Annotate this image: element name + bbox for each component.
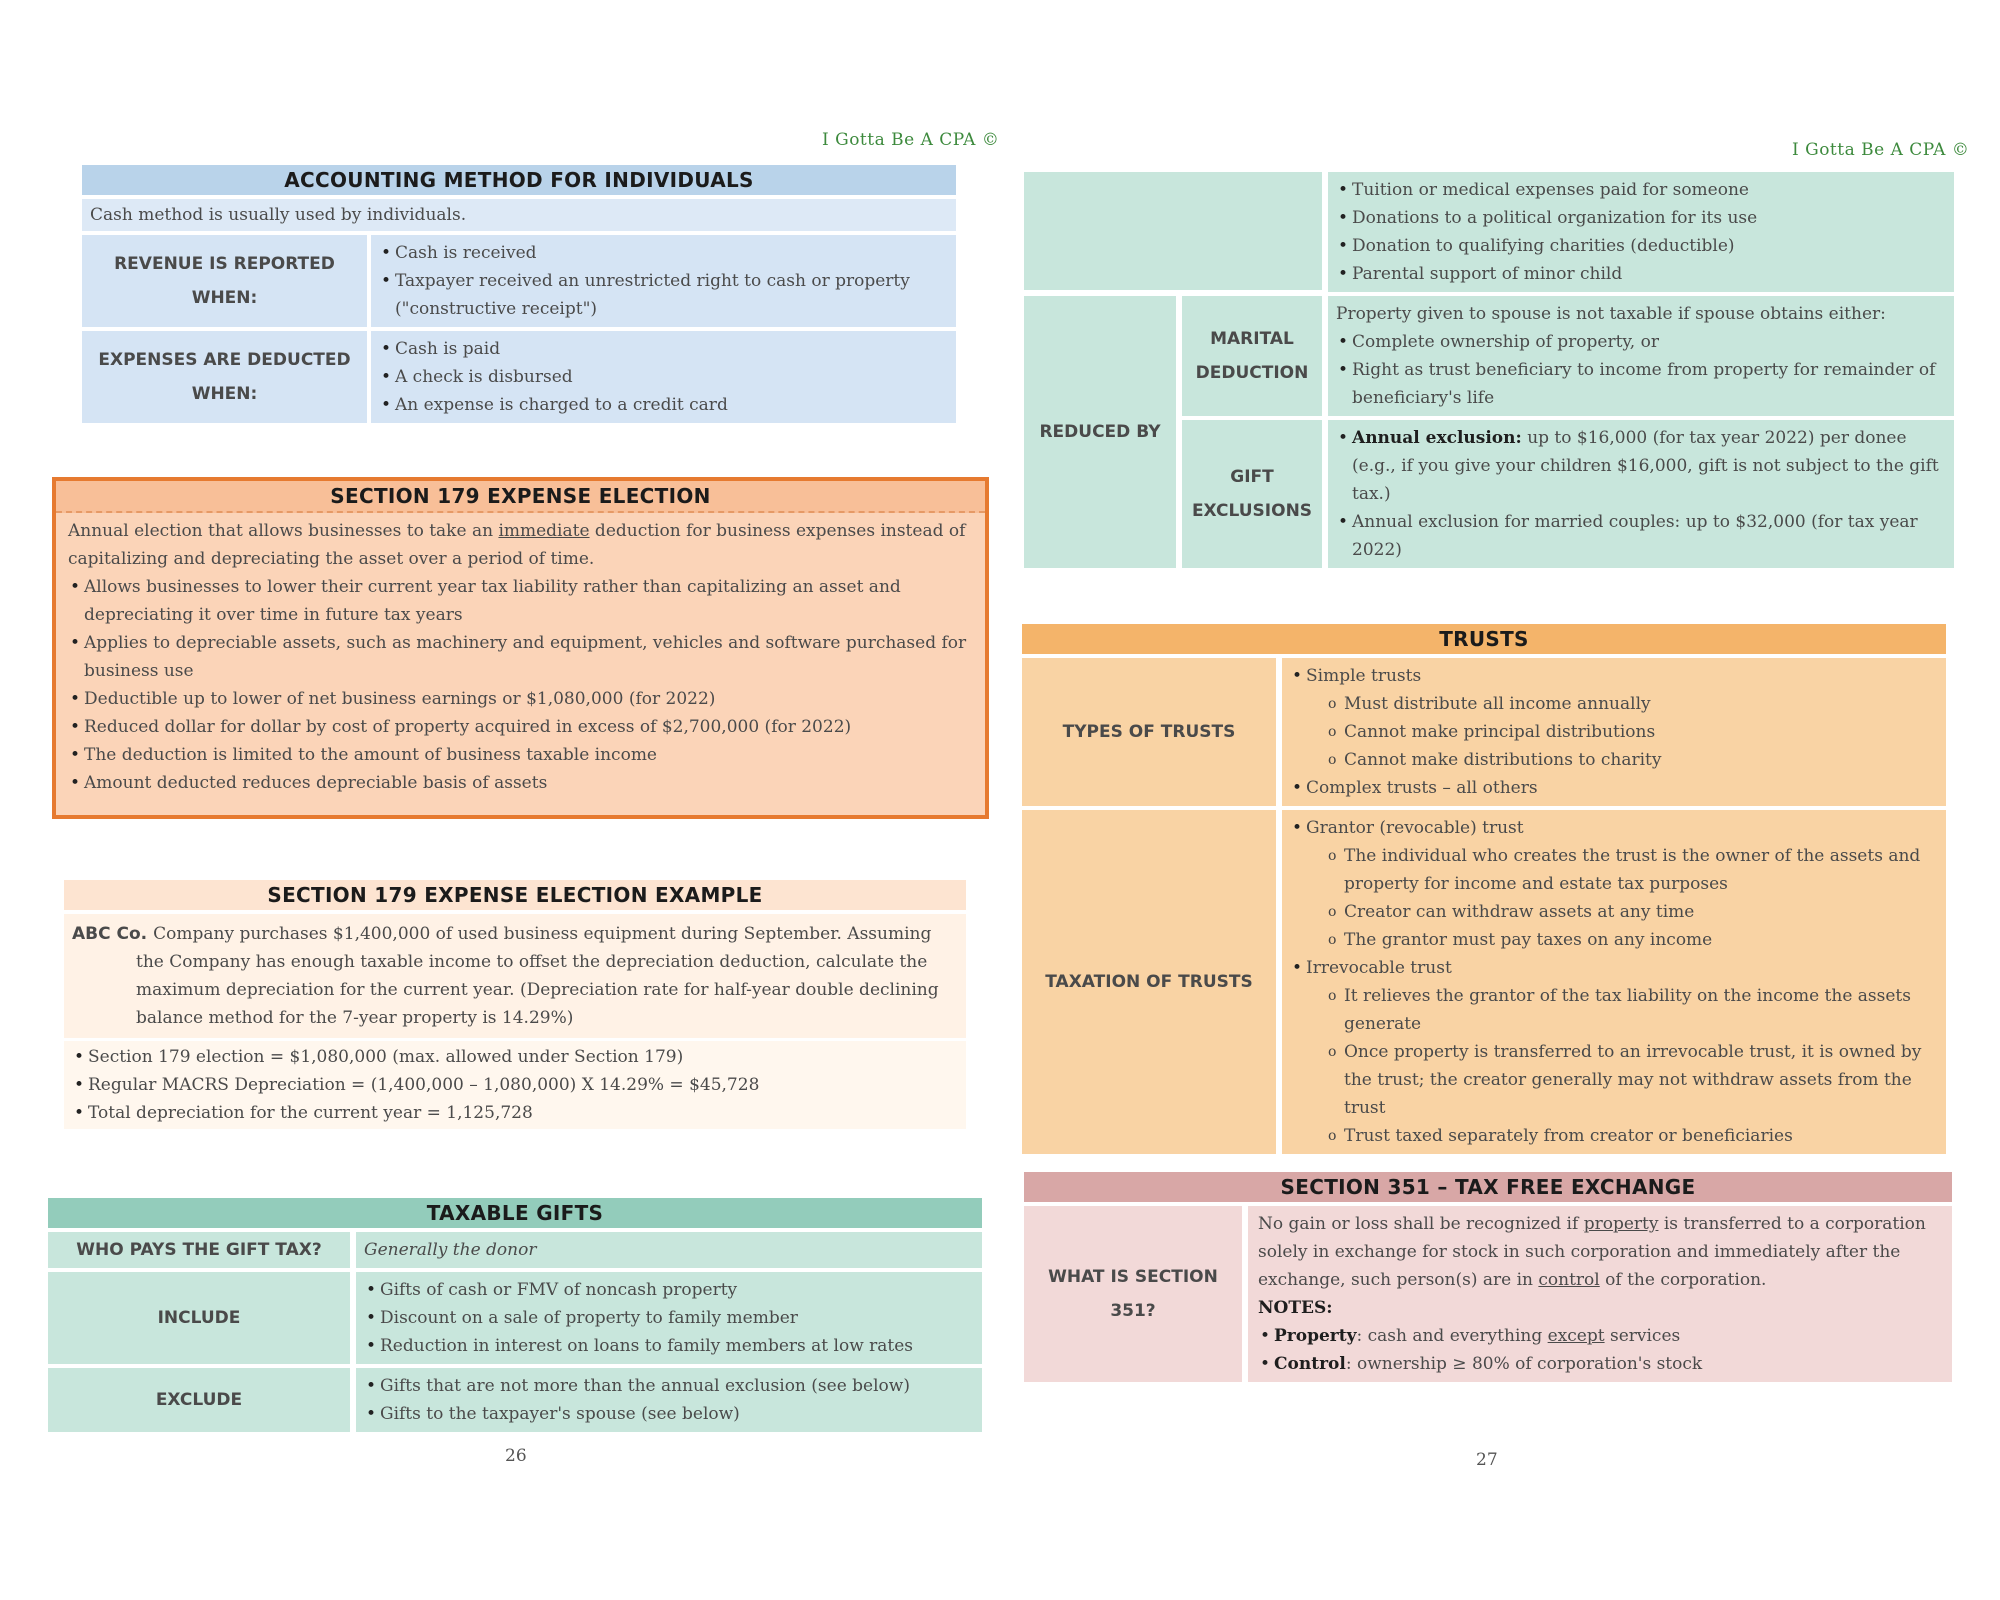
taxable-gifts-title: TAXABLE GIFTS: [48, 1198, 982, 1228]
example-answers: [64, 1041, 966, 1129]
list-item: [1290, 814, 1938, 954]
sub-item: o Cannot make distributions to charity: [1328, 746, 1938, 774]
property-key: Property: [1274, 1326, 1357, 1346]
sub-item: o Creator can withdraw assets at any time: [1328, 898, 1938, 926]
sub-item: o The grantor must pay taxes on any income: [1328, 926, 1938, 954]
section-179-intro: [68, 517, 973, 573]
page-number-left: 26: [505, 1446, 527, 1466]
gift-top-cell: [1328, 172, 1954, 292]
def-text: No gain or loss shall be recognized if: [1258, 1214, 1584, 1234]
sub-item: o Cannot make principal distributions: [1328, 718, 1938, 746]
list-item: • Cash is received: [379, 239, 948, 267]
section-351-cell: [1248, 1206, 1952, 1382]
section-351-label: WHAT IS SECTION 351?: [1024, 1206, 1242, 1382]
marital-intro: Property given to spouse is not taxable if spouse obtains either:: [1336, 304, 1886, 324]
revenue-row: [82, 235, 956, 327]
who-pays-value: Generally the donor: [356, 1232, 982, 1268]
notes-label: NOTES:: [1258, 1298, 1333, 1318]
example-title: SECTION 179 EXPENSE ELECTION EXAMPLE: [64, 880, 966, 910]
include-label: INCLUDE: [48, 1272, 350, 1364]
section-179-example-box: [64, 880, 966, 1129]
list-item: • Amount deducted reduces depreciable basis of assets: [68, 769, 973, 797]
example-tag: ABC Co.: [72, 924, 148, 944]
list-item: • Complex trusts – all others: [1290, 774, 1938, 802]
control-key: Control: [1274, 1354, 1346, 1374]
list-item: • Taxpayer received an unrestricted right to cash or property ("constructive receipt"): [379, 267, 948, 323]
taxation-cell: [1282, 810, 1946, 1154]
exclude-row: [48, 1368, 982, 1432]
sub-item: o The individual who creates the trust is the owner of the assets and property for income and estate tax purposes: [1328, 842, 1938, 898]
list-item: • Reduction in interest on loans to family members at low rates: [364, 1332, 974, 1360]
list-item: • Annual exclusion for married couples: up to $32,000 (for tax year 2022): [1336, 508, 1946, 564]
exclude-cell: [356, 1368, 982, 1432]
marital-row: [1182, 296, 1954, 416]
list-item: • Gifts of cash or FMV of noncash property: [364, 1276, 974, 1304]
section-179-body: [56, 513, 985, 801]
sub-item: o It relieves the grantor of the tax liability on the income the assets generate: [1328, 982, 1938, 1038]
list-item: • Reduced dollar for dollar by cost of property acquired in excess of $2,700,000 (for 2022): [68, 713, 973, 741]
reduced-by-subrows: [1182, 296, 1954, 568]
taxation-row: [1022, 810, 1946, 1154]
types-label: TYPES OF TRUSTS: [1022, 658, 1276, 806]
grantor-trust: Grantor (revocable) trust: [1306, 818, 1524, 838]
list-item: • The deduction is limited to the amount of business taxable income: [68, 741, 973, 769]
list-item: • Tuition or medical expenses paid for someone: [1336, 176, 1946, 204]
list-item: • An expense is charged to a credit card: [379, 391, 948, 419]
def-underline: property: [1583, 1214, 1659, 1234]
accounting-method-table: [82, 165, 956, 423]
section-179-title: SECTION 179 EXPENSE ELECTION: [56, 481, 985, 513]
property-text: : cash and everything: [1356, 1326, 1548, 1346]
include-cell: [356, 1272, 982, 1364]
expense-row: [82, 331, 956, 423]
section-351-table: [1024, 1172, 1952, 1382]
list-item: • Right as trust beneficiary to income from property for remainder of beneficiary's life: [1336, 356, 1946, 412]
accounting-title: ACCOUNTING METHOD FOR INDIVIDUALS: [82, 165, 956, 195]
list-item: • Gifts that are not more than the annual exclusion (see below): [364, 1372, 974, 1400]
marital-cell: [1328, 296, 1954, 416]
irrevocable-trust: Irrevocable trust: [1306, 958, 1452, 978]
section-351-row: [1024, 1206, 1952, 1382]
sub-item: o Once property is transferred to an irrevocable trust, it is owned by the trust; the creator generally may not withdraw assets from the trust: [1328, 1038, 1938, 1122]
list-item: • Total depreciation for the current year = 1,125,728: [72, 1099, 958, 1127]
reduced-by-label: REDUCED BY: [1024, 296, 1176, 568]
simple-trusts: Simple trusts: [1306, 666, 1422, 686]
gift-top-row: [1024, 172, 1954, 292]
list-item: • A check is disbursed: [379, 363, 948, 391]
list-item: • Gifts to the taxpayer's spouse (see below): [364, 1400, 974, 1428]
brand-right: I Gotta Be A CPA ©: [1792, 140, 1970, 160]
page-number-right: 27: [1476, 1450, 1498, 1470]
expense-cell: [371, 331, 956, 423]
list-item: • Applies to depreciable assets, such as machinery and equipment, vehicles and software purchased for business use: [68, 629, 973, 685]
list-item: [1258, 1350, 1942, 1378]
intro-text: Annual election that allows businesses to take an: [68, 521, 499, 541]
sub-item: o Must distribute all income annually: [1328, 690, 1938, 718]
section-179-box: [52, 477, 989, 819]
gift-top-label-empty: [1024, 172, 1322, 290]
annual-exclusion-text: up to $16,000 (for tax year 2022) per donee (e.g., if you give your children $16,000, gift is not subject to the gift tax.): [1352, 428, 1939, 504]
annual-exclusion-key: Annual exclusion:: [1352, 428, 1522, 448]
who-pays-label: WHO PAYS THE GIFT TAX?: [48, 1232, 350, 1268]
example-question: [64, 914, 966, 1038]
exclude-label: EXCLUDE: [48, 1368, 350, 1432]
list-item: [1290, 954, 1938, 1150]
intro-underline: immediate: [498, 521, 590, 541]
def-text: of the corporation.: [1599, 1270, 1767, 1290]
taxation-label: TAXATION OF TRUSTS: [1022, 810, 1276, 1154]
gift-continued-table: [1024, 172, 1954, 568]
revenue-label: REVENUE IS REPORTED WHEN:: [82, 235, 367, 327]
gift-exclusions-row: [1182, 420, 1954, 568]
accounting-intro: Cash method is usually used by individuals.: [82, 199, 956, 231]
list-item: • Section 179 election = $1,080,000 (max. allowed under Section 179): [72, 1043, 958, 1071]
types-row: [1022, 658, 1946, 806]
list-item: • Donation to qualifying charities (deductible): [1336, 232, 1946, 260]
intro-text: deduction for business expenses instead of capitalizing and depreciating the asset over a period of time.: [68, 521, 966, 569]
list-item: [1258, 1322, 1942, 1350]
types-cell: [1282, 658, 1946, 806]
gift-exclusions-cell: [1328, 420, 1954, 568]
property-text: services: [1604, 1326, 1681, 1346]
section-351-title: SECTION 351 – TAX FREE EXCHANGE: [1024, 1172, 1952, 1202]
list-item: • Complete ownership of property, or: [1336, 328, 1946, 356]
taxable-gifts-table: [48, 1198, 982, 1432]
reduced-by-row: [1024, 296, 1954, 568]
who-pays-row: [48, 1232, 982, 1268]
gift-exclusions-label: GIFT EXCLUSIONS: [1182, 420, 1322, 568]
brand-left: I Gotta Be A CPA ©: [822, 130, 1000, 150]
marital-label: MARITAL DEDUCTION: [1182, 296, 1322, 416]
list-item: • Donations to a political organization for its use: [1336, 204, 1946, 232]
list-item: [1290, 662, 1938, 774]
control-text: : ownership ≥ 80% of corporation's stock: [1345, 1354, 1703, 1374]
list-item: • Parental support of minor child: [1336, 260, 1946, 288]
list-item: • Regular MACRS Depreciation = (1,400,000 – 1,080,000) X 14.29% = $45,728: [72, 1071, 958, 1099]
list-item: [1336, 424, 1946, 508]
trusts-title: TRUSTS: [1022, 624, 1946, 654]
property-underline: except: [1547, 1326, 1605, 1346]
revenue-cell: [371, 235, 956, 327]
sub-item: o Trust taxed separately from creator or beneficiaries: [1328, 1122, 1938, 1150]
include-row: [48, 1272, 982, 1364]
list-item: • Allows businesses to lower their current year tax liability rather than capitalizing an asset and depreciating it over time in future tax years: [68, 573, 973, 629]
list-item: • Cash is paid: [379, 335, 948, 363]
expense-label: EXPENSES ARE DEDUCTED WHEN:: [82, 331, 367, 423]
section-351-definition: [1258, 1210, 1942, 1294]
list-item: • Discount on a sale of property to family member: [364, 1304, 974, 1332]
example-question-text: Company purchases $1,400,000 of used business equipment during September. Assuming the Company has enough taxable income to offset the depreciation deduction, calculate the maximum depreciation for the current year. (Depreciation rate for half-year double declining balance method for the 7-year property is 14.29%): [136, 924, 939, 1028]
trusts-table: [1022, 624, 1946, 1154]
def-underline: control: [1538, 1270, 1600, 1290]
def-text: is transferred to a corporation solely in exchange for stock in such corporation and immediately after the exchange, such person(s) are in: [1258, 1214, 1926, 1290]
list-item: • Deductible up to lower of net business earnings or $1,080,000 (for 2022): [68, 685, 973, 713]
